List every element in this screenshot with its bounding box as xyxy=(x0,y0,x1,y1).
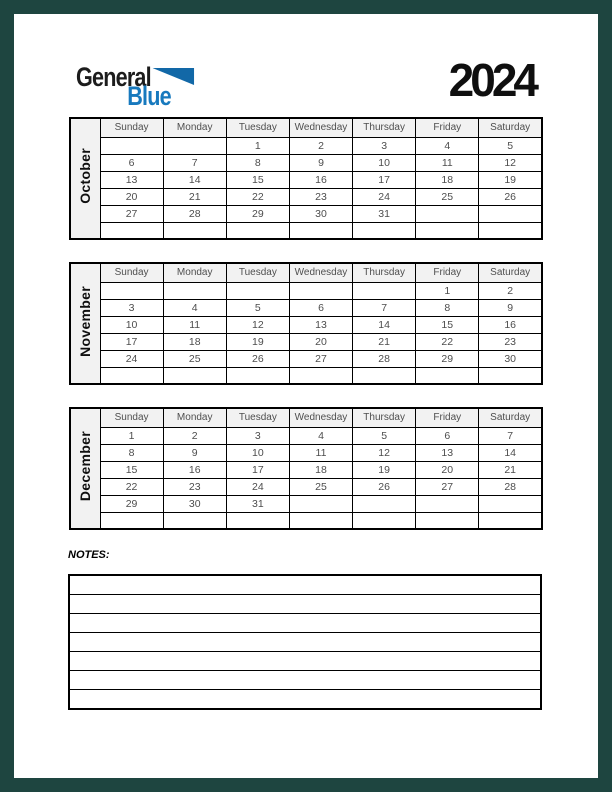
day-cell: 14 xyxy=(479,444,542,461)
day-cell: 22 xyxy=(416,333,479,350)
day-cell-empty xyxy=(416,222,479,239)
day-cell-empty xyxy=(416,512,479,529)
day-cell: 17 xyxy=(226,461,289,478)
day-cell: 10 xyxy=(353,154,416,171)
weekday-header: Friday xyxy=(416,118,479,137)
day-cell-empty xyxy=(353,367,416,384)
day-cell-empty xyxy=(163,222,226,239)
day-cell: 27 xyxy=(100,205,163,222)
day-cell: 19 xyxy=(479,171,542,188)
notes-line xyxy=(70,651,540,670)
day-cell: 17 xyxy=(353,171,416,188)
day-cell: 28 xyxy=(353,350,416,367)
day-cell: 30 xyxy=(479,350,542,367)
day-cell: 23 xyxy=(163,478,226,495)
weekday-header: Friday xyxy=(416,408,479,427)
day-cell: 3 xyxy=(226,427,289,444)
day-cell: 18 xyxy=(289,461,352,478)
day-cell: 13 xyxy=(100,171,163,188)
day-cell: 22 xyxy=(100,478,163,495)
day-cell-empty xyxy=(100,282,163,299)
weekday-header: Friday xyxy=(416,263,479,282)
month-label-text: December xyxy=(77,430,94,502)
weekday-header: Wednesday xyxy=(289,408,352,427)
day-cell-empty xyxy=(100,137,163,154)
calendar-november xyxy=(69,262,543,385)
day-cell-empty xyxy=(163,137,226,154)
day-cell: 5 xyxy=(353,427,416,444)
day-cell-empty xyxy=(353,222,416,239)
day-cell-empty xyxy=(289,495,352,512)
day-cell-empty xyxy=(416,205,479,222)
weekday-header: Tuesday xyxy=(226,408,289,427)
day-cell: 29 xyxy=(226,205,289,222)
day-cell: 18 xyxy=(416,171,479,188)
day-cell: 1 xyxy=(416,282,479,299)
day-cell: 9 xyxy=(289,154,352,171)
day-cell-empty xyxy=(226,367,289,384)
day-cell: 26 xyxy=(479,188,542,205)
day-cell-empty xyxy=(289,512,352,529)
month-label-text: November xyxy=(77,285,94,357)
month-label xyxy=(70,263,100,384)
day-cell: 5 xyxy=(479,137,542,154)
day-cell: 3 xyxy=(353,137,416,154)
day-cell: 1 xyxy=(100,427,163,444)
weekday-header: Saturday xyxy=(479,408,542,427)
day-cell: 24 xyxy=(353,188,416,205)
day-cell: 6 xyxy=(289,299,352,316)
day-cell: 4 xyxy=(289,427,352,444)
day-cell: 23 xyxy=(479,333,542,350)
day-cell: 9 xyxy=(479,299,542,316)
day-cell: 20 xyxy=(416,461,479,478)
day-cell-empty xyxy=(226,282,289,299)
weekday-header: Sunday xyxy=(100,408,163,427)
day-cell: 22 xyxy=(226,188,289,205)
day-cell: 21 xyxy=(479,461,542,478)
day-cell: 25 xyxy=(289,478,352,495)
weekday-header: Tuesday xyxy=(226,118,289,137)
day-cell: 6 xyxy=(100,154,163,171)
weekday-header: Monday xyxy=(163,263,226,282)
notes-line xyxy=(70,632,540,651)
weekday-header: Saturday xyxy=(479,118,542,137)
day-cell: 24 xyxy=(226,478,289,495)
day-cell: 8 xyxy=(226,154,289,171)
weekday-header: Wednesday xyxy=(289,118,352,137)
day-cell: 2 xyxy=(163,427,226,444)
day-cell-empty xyxy=(416,495,479,512)
month-label-text: October xyxy=(77,148,94,204)
day-cell: 9 xyxy=(163,444,226,461)
weekday-header: Monday xyxy=(163,408,226,427)
day-cell: 15 xyxy=(100,461,163,478)
day-cell: 16 xyxy=(289,171,352,188)
day-cell-empty xyxy=(289,222,352,239)
general-blue-logo xyxy=(76,64,194,110)
day-cell-empty xyxy=(163,282,226,299)
day-cell: 16 xyxy=(479,316,542,333)
day-cell: 26 xyxy=(353,478,416,495)
day-cell-empty xyxy=(100,512,163,529)
month-label xyxy=(70,118,100,239)
year-label: 2024 xyxy=(448,54,535,106)
day-cell-empty xyxy=(353,512,416,529)
day-cell-empty xyxy=(289,282,352,299)
notes-box xyxy=(68,574,542,710)
day-cell: 19 xyxy=(353,461,416,478)
day-cell: 11 xyxy=(416,154,479,171)
calendar-october xyxy=(69,117,543,240)
day-cell: 3 xyxy=(100,299,163,316)
day-cell: 8 xyxy=(100,444,163,461)
day-cell: 25 xyxy=(163,350,226,367)
day-cell: 14 xyxy=(353,316,416,333)
logo-text-general: General xyxy=(76,62,151,92)
weekday-header: Monday xyxy=(163,118,226,137)
day-cell: 6 xyxy=(416,427,479,444)
day-cell: 14 xyxy=(163,171,226,188)
day-cell: 2 xyxy=(289,137,352,154)
day-cell-empty xyxy=(100,367,163,384)
weekday-header: Wednesday xyxy=(289,263,352,282)
weekday-header: Thursday xyxy=(353,118,416,137)
day-cell: 11 xyxy=(163,316,226,333)
day-cell: 26 xyxy=(226,350,289,367)
weekday-header: Sunday xyxy=(100,263,163,282)
calendar-december xyxy=(69,407,543,530)
weekday-header: Saturday xyxy=(479,263,542,282)
notes-line xyxy=(70,613,540,632)
day-cell: 1 xyxy=(226,137,289,154)
day-cell: 29 xyxy=(416,350,479,367)
notes-line xyxy=(70,576,540,594)
day-cell: 7 xyxy=(163,154,226,171)
day-cell: 20 xyxy=(100,188,163,205)
day-cell: 24 xyxy=(100,350,163,367)
day-cell: 31 xyxy=(353,205,416,222)
logo-text-blue: Blue xyxy=(127,81,171,111)
day-cell-empty xyxy=(100,222,163,239)
day-cell: 28 xyxy=(163,205,226,222)
notes-line xyxy=(70,670,540,689)
notes-line xyxy=(70,594,540,613)
day-cell: 16 xyxy=(163,461,226,478)
day-cell-empty xyxy=(226,512,289,529)
day-cell-empty xyxy=(479,495,542,512)
day-cell: 10 xyxy=(226,444,289,461)
day-cell: 13 xyxy=(289,316,352,333)
day-cell: 21 xyxy=(163,188,226,205)
day-cell: 19 xyxy=(226,333,289,350)
day-cell: 31 xyxy=(226,495,289,512)
day-cell: 20 xyxy=(289,333,352,350)
day-cell-empty xyxy=(479,367,542,384)
day-cell-empty xyxy=(416,367,479,384)
day-cell: 29 xyxy=(100,495,163,512)
day-cell: 12 xyxy=(353,444,416,461)
day-cell-empty xyxy=(479,512,542,529)
weekday-header: Tuesday xyxy=(226,263,289,282)
day-cell-empty xyxy=(353,495,416,512)
day-cell: 5 xyxy=(226,299,289,316)
day-cell: 25 xyxy=(416,188,479,205)
day-cell: 11 xyxy=(289,444,352,461)
day-cell: 13 xyxy=(416,444,479,461)
day-cell: 28 xyxy=(479,478,542,495)
notes-line xyxy=(70,689,540,708)
day-cell-empty xyxy=(289,367,352,384)
day-cell: 8 xyxy=(416,299,479,316)
day-cell: 30 xyxy=(163,495,226,512)
day-cell: 7 xyxy=(479,427,542,444)
day-cell-empty xyxy=(163,512,226,529)
day-cell-empty xyxy=(163,367,226,384)
day-cell: 30 xyxy=(289,205,352,222)
weekday-header: Thursday xyxy=(353,263,416,282)
notes-label: NOTES: xyxy=(68,549,110,561)
day-cell: 23 xyxy=(289,188,352,205)
day-cell: 7 xyxy=(353,299,416,316)
day-cell: 10 xyxy=(100,316,163,333)
day-cell: 4 xyxy=(416,137,479,154)
weekday-header: Thursday xyxy=(353,408,416,427)
day-cell: 15 xyxy=(416,316,479,333)
day-cell: 18 xyxy=(163,333,226,350)
month-label xyxy=(70,408,100,529)
day-cell: 17 xyxy=(100,333,163,350)
day-cell: 21 xyxy=(353,333,416,350)
day-cell: 27 xyxy=(416,478,479,495)
day-cell: 27 xyxy=(289,350,352,367)
day-cell: 12 xyxy=(479,154,542,171)
day-cell: 4 xyxy=(163,299,226,316)
day-cell: 12 xyxy=(226,316,289,333)
day-cell-empty xyxy=(479,222,542,239)
day-cell: 2 xyxy=(479,282,542,299)
day-cell-empty xyxy=(479,205,542,222)
day-cell: 15 xyxy=(226,171,289,188)
day-cell-empty xyxy=(226,222,289,239)
day-cell-empty xyxy=(353,282,416,299)
weekday-header: Sunday xyxy=(100,118,163,137)
